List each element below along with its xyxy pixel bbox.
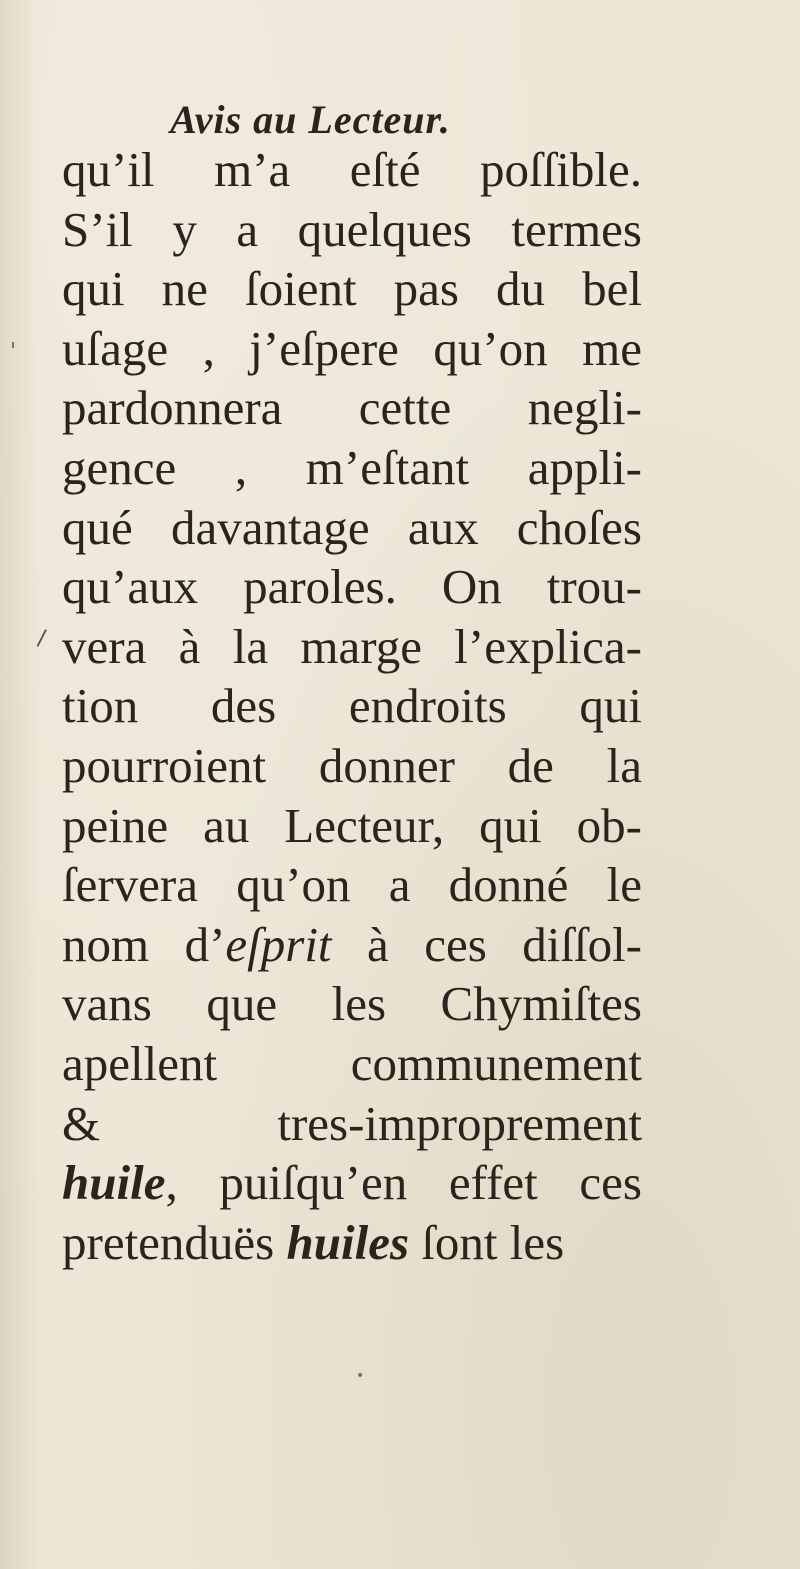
text-line: qu’aux paroles. On trou- [62, 559, 642, 615]
text-line: pardonnera cette negli- [62, 380, 642, 436]
text-run: , puiſqu’en effet ces [165, 1155, 642, 1211]
margin-tick-mark: ˈ [10, 340, 17, 365]
text-run: ſont les [409, 1214, 565, 1270]
text-line: qué davantage aux choſes [62, 499, 642, 555]
italic-word: eſprit [225, 916, 332, 972]
text-line [62, 1153, 642, 1213]
italic-word: huiles [286, 1214, 410, 1270]
running-head: Avis au Lecteur. [170, 97, 451, 142]
text-line: qu’il m’a eſté poſſible. [62, 142, 642, 197]
margin-slash-mark: ∕ [35, 625, 48, 652]
text-run: pretenduës [62, 1214, 287, 1270]
body-text [62, 140, 642, 1272]
text-line: ſervera qu’on a donné le [62, 857, 642, 913]
ink-speck: • [356, 1368, 365, 1384]
text-line: peine au Lecteur, qui ob- [62, 797, 642, 853]
text-line: vera à la marge l’explica- [62, 618, 642, 674]
text-line: qui ne ſoient pas du bel [62, 261, 642, 317]
text-line: & tres-improprement [62, 1095, 642, 1151]
text-run: à ces diſſol- [331, 916, 642, 972]
text-line: uſage , j’eſpere qu’on me [62, 320, 642, 376]
text-line: apellent communement [62, 1035, 642, 1091]
italic-word: huile [62, 1155, 166, 1211]
text-line: gence , m’eſtant appli- [62, 439, 642, 495]
text-line [62, 1213, 642, 1273]
text-line: tion des endroits qui [62, 678, 642, 734]
text-line: S’il y a quelques termes [62, 201, 642, 257]
text-line [62, 915, 642, 975]
text-line: pourroient donner de la [62, 737, 642, 793]
text-line: vans que les Chymiſtes [62, 976, 642, 1032]
text-run: nom d’ [62, 916, 226, 972]
